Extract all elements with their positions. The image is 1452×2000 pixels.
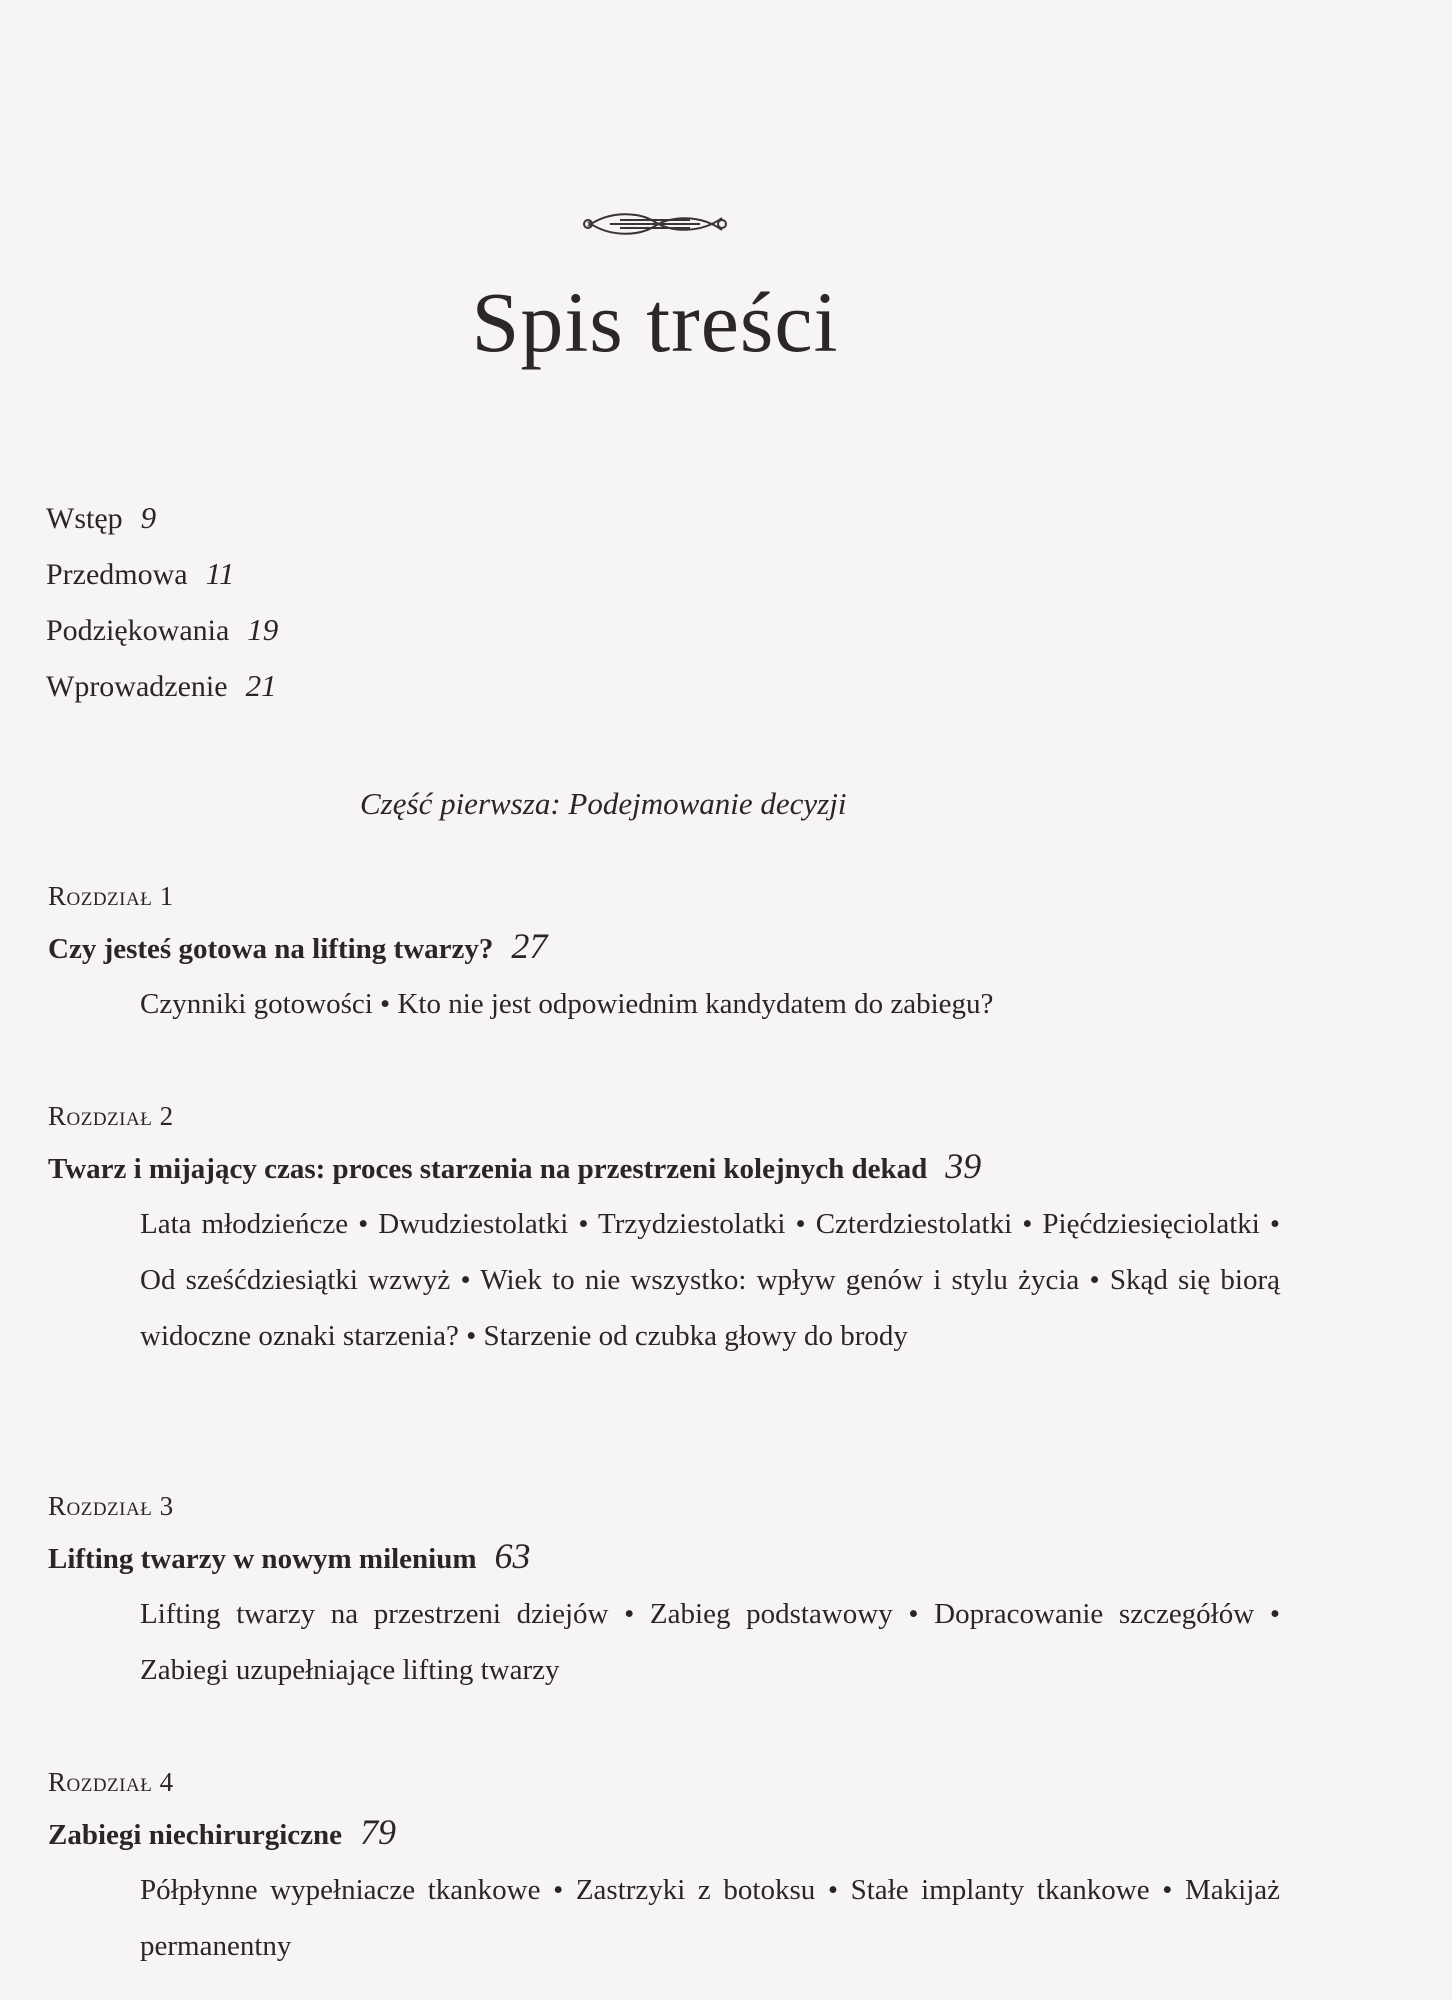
chapter-title: Lifting twarzy w nowym milenium <box>48 1543 477 1575</box>
front-matter-item <box>46 602 278 658</box>
chapter-title-line <box>48 916 1288 976</box>
front-matter-page: 11 <box>205 556 235 591</box>
chapter-label: Rozdział 2 <box>48 1101 174 1131</box>
chapter-page: 27 <box>511 926 548 966</box>
part-heading: Część pierwsza: Podejmowanie decyzji <box>360 786 847 821</box>
chapter-topics: Półpłynne wypełniacze tkankowe • Zastrzyki z botoksu • Stałe implanty tkankowe • Makijaż permanentny <box>140 1874 1280 1962</box>
chapter-page: 39 <box>945 1146 982 1186</box>
chapter-topics: Czynniki gotowości • Kto nie jest odpowiednim kandydatem do zabiegu? <box>140 988 994 1020</box>
front-matter-label: Wprowadzenie <box>46 670 228 703</box>
front-matter-page: 9 <box>140 500 157 535</box>
front-matter-item <box>46 546 278 602</box>
chapter-title: Zabiegi niechirurgiczne <box>48 1819 342 1851</box>
page-title: Spis treści <box>471 274 839 370</box>
chapter-title: Czy jesteś gotowa na lifting twarzy? <box>48 933 494 965</box>
front-matter-label: Podziękowania <box>46 614 230 647</box>
chapter-topics: Lifting twarzy na przestrzeni dziejów • Zabieg podstawowy • Dopracowanie szczegółów • Zabiegi uzupełniające lifting twarzy <box>140 1598 1280 1686</box>
chapter-topics: Lata młodzieńcze • Dwudziestolatki • Trzydziestolatki • Czterdziestolatki • Pięćdziesięciolatki • Od sześćdziesiątki wzwyż • Wiek to nie wszystko: wpływ genów i stylu życia • Skąd się biorą widoczne oznaki starzenia? • Starzenie od czubka głowy do brody <box>140 1208 1280 1352</box>
front-matter-item <box>46 490 278 546</box>
chapter-title-line <box>48 1136 1288 1196</box>
front-matter-list <box>46 490 278 714</box>
chapter-entry <box>48 1096 1288 1364</box>
chapter-page: 63 <box>494 1536 531 1576</box>
flourish-ornament-icon <box>580 200 730 248</box>
front-matter-label: Przedmowa <box>46 558 188 591</box>
front-matter-item <box>46 658 278 714</box>
front-matter-page: 19 <box>247 612 279 647</box>
chapter-title: Twarz i mijający czas: proces starzenia na przestrzeni kolejnych dekad <box>48 1153 928 1185</box>
chapter-entry <box>48 1762 1288 1974</box>
chapter-page: 79 <box>360 1812 396 1852</box>
chapter-label: Rozdział 4 <box>48 1767 174 1797</box>
chapter-title-line <box>48 1802 1288 1862</box>
front-matter-page: 21 <box>245 668 277 703</box>
chapter-entry <box>48 876 1288 1032</box>
front-matter-label: Wstęp <box>46 502 123 535</box>
chapter-title-line <box>48 1526 1288 1586</box>
chapter-label: Rozdział 3 <box>48 1491 174 1521</box>
chapter-entry <box>48 1486 1288 1698</box>
chapter-label: Rozdział 1 <box>48 881 174 911</box>
